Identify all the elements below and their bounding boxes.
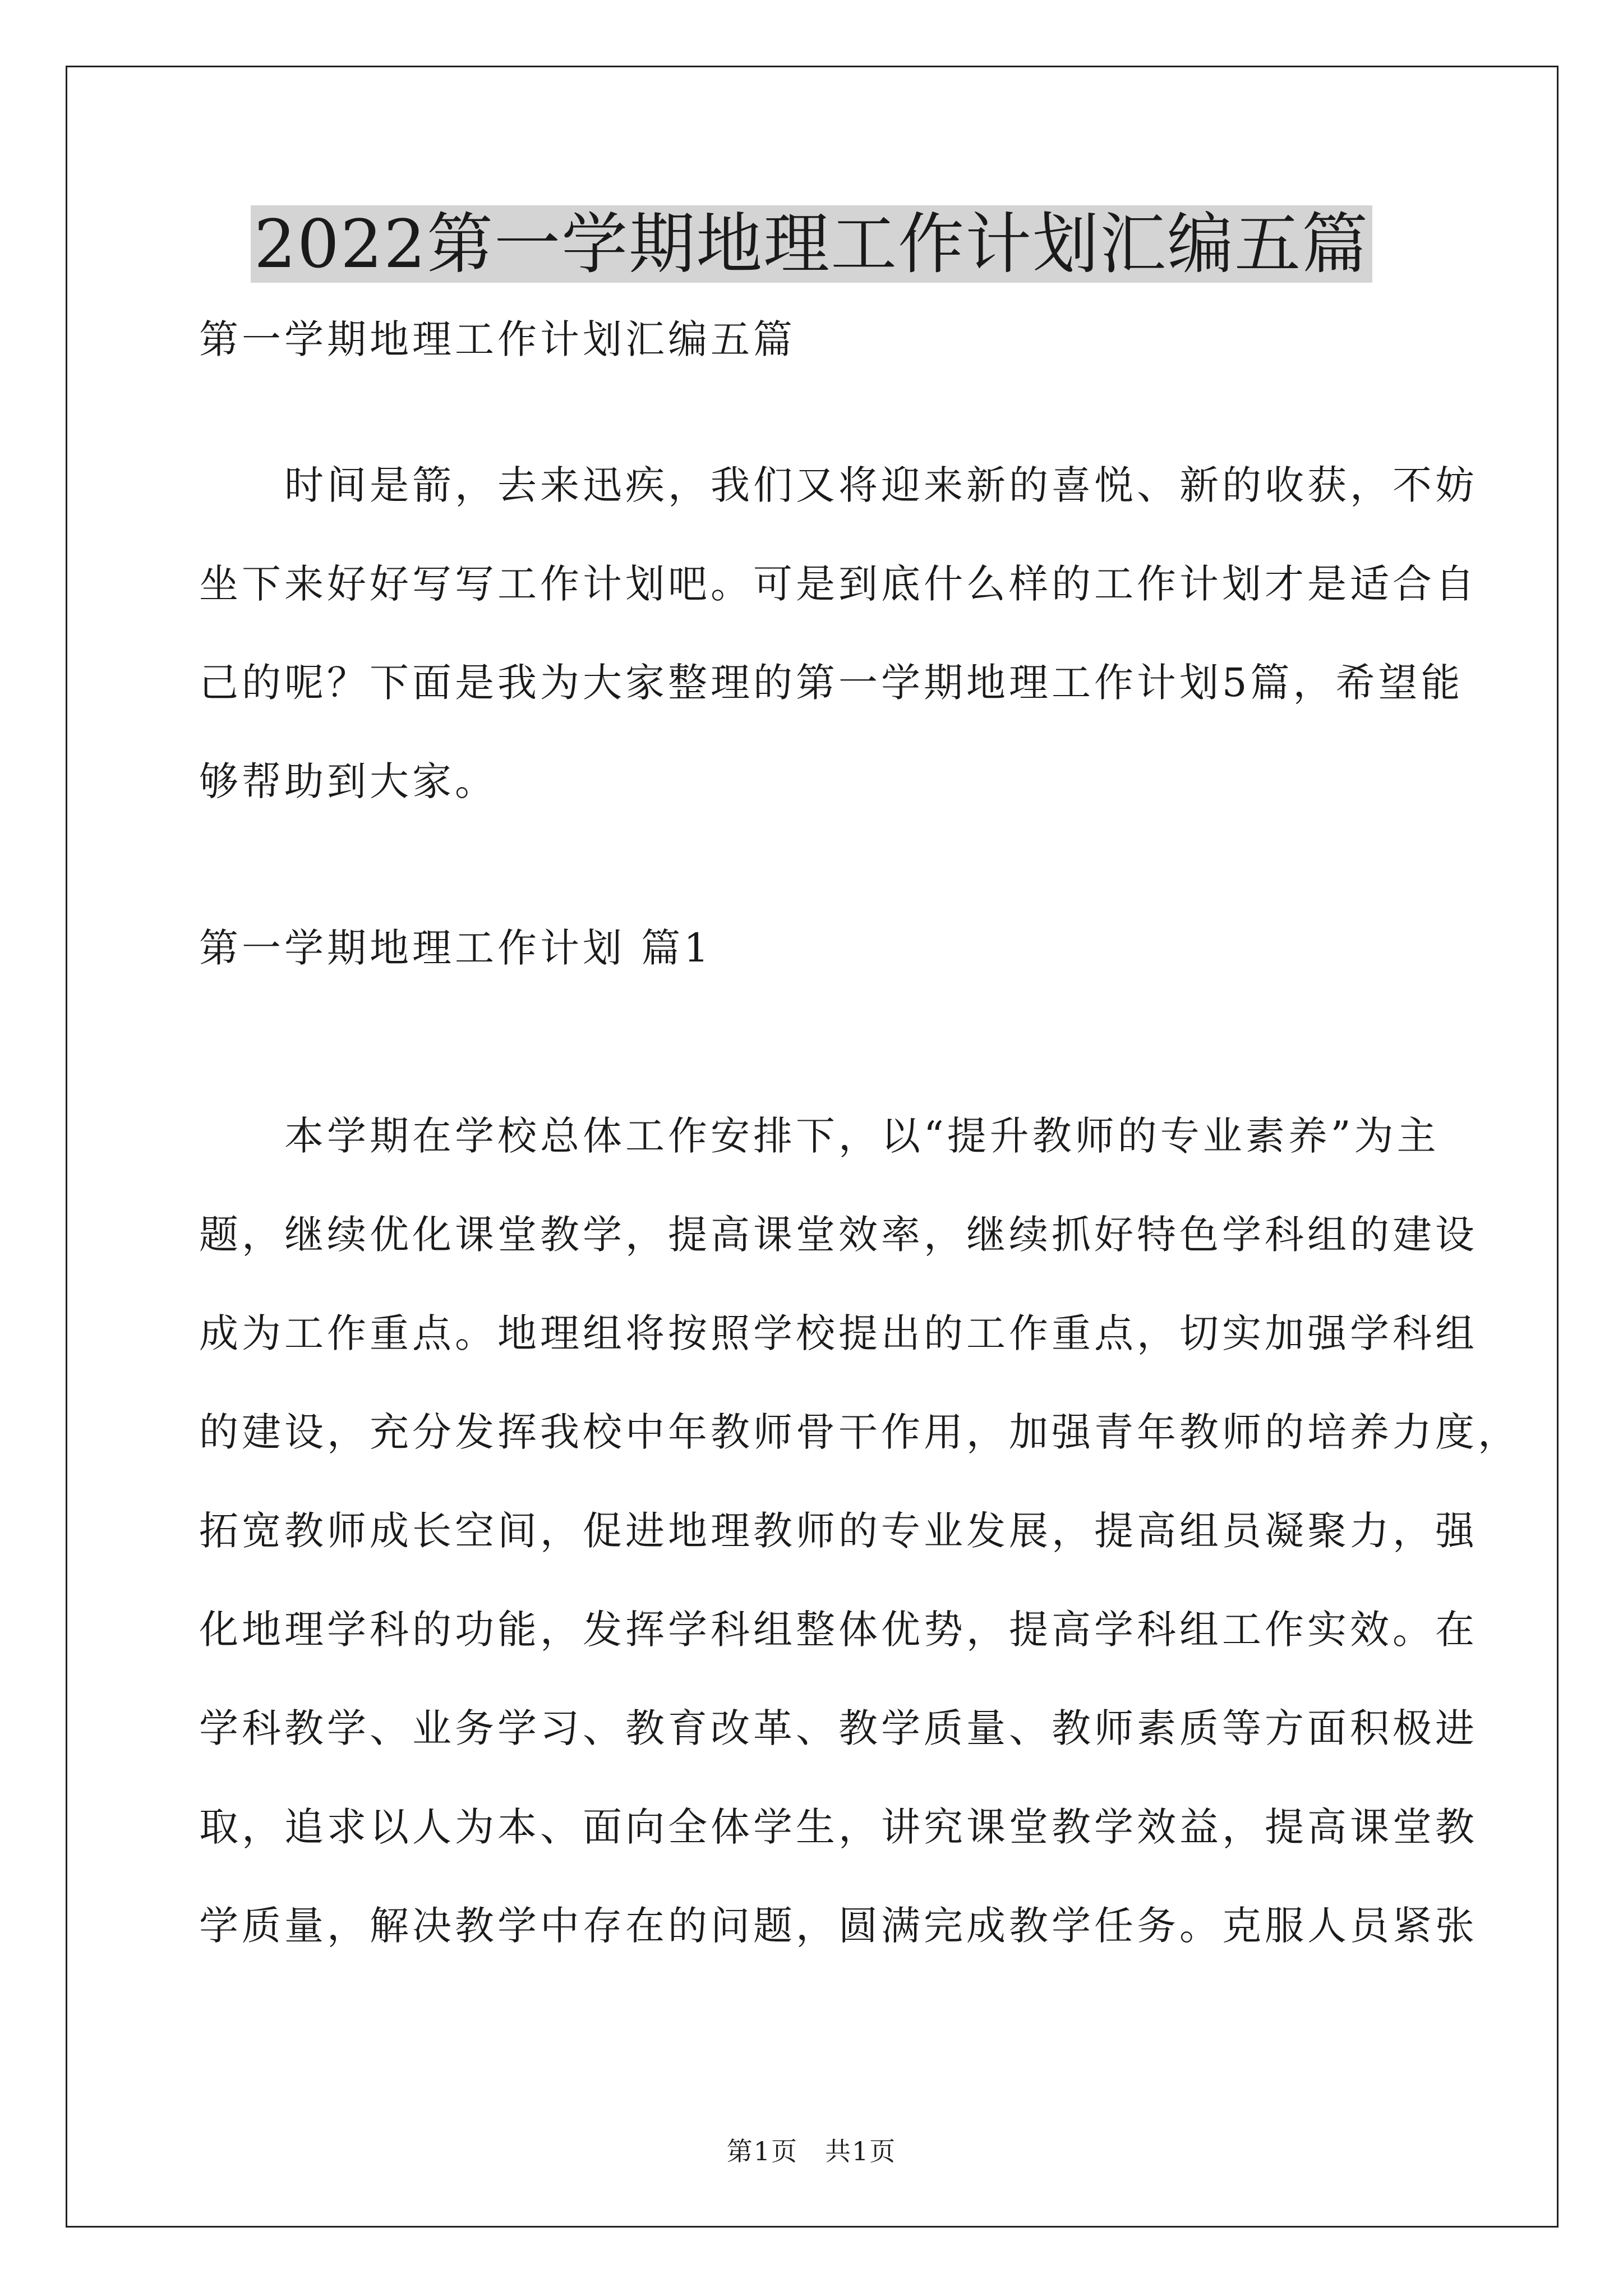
paragraph-line: 己的呢？下面是我为大家整理的第一学期地理工作计划5篇，希望能 <box>199 660 1464 706</box>
paragraph-line: 题，继续优化课堂教学，提高课堂效率，继续抓好特色学科组的建设 <box>199 1212 1478 1258</box>
page-footer: 第1页 共1页 <box>726 2136 897 2166</box>
document-title-text: 2022第一学期地理工作计划汇编五篇 <box>251 205 1372 283</box>
intro-paragraph <box>199 457 1478 852</box>
paragraph-line: 学科教学、业务学习、教育改革、教学质量、教师素质等方面积极进 <box>199 1705 1478 1751</box>
paragraph-line: 时间是箭，去来迅疾，我们又将迎来新的喜悦、新的收获，不妨 <box>199 462 1478 508</box>
paragraph-line: 坐下来好好写写工作计划吧。可是到底什么样的工作计划才是适合自 <box>199 561 1478 607</box>
section-paragraph <box>199 1108 1520 1996</box>
paragraph-line: 拓宽教师成长空间，促进地理教师的专业发展，提高组员凝聚力，强 <box>199 1508 1478 1554</box>
paragraph-line: 够帮助到大家。 <box>199 758 497 804</box>
document-subtitle: 第一学期地理工作计划汇编五篇 <box>199 316 796 362</box>
section-heading: 第一学期地理工作计划 篇1 <box>199 925 712 971</box>
paragraph-line: 本学期在学校总体工作安排下，以“提升教师的专业素养”为主 <box>199 1113 1440 1159</box>
paragraph-line: 成为工作重点。地理组将按照学校提出的工作重点，切实加强学科组 <box>199 1310 1478 1356</box>
paragraph-line: 化地理学科的功能，发挥学科组整体优势，提高学科组工作实效。在 <box>199 1607 1478 1653</box>
document-title <box>0 202 1623 286</box>
paragraph-line: 学质量，解决教学中存在的问题，圆满完成教学任务。克服人员紧张 <box>199 1903 1478 1949</box>
paragraph-line: 的建设，充分发挥我校中年教师骨干作用，加强青年教师的培养力度， <box>199 1409 1520 1455</box>
paragraph-line: 取，追求以人为本、面向全体学生，讲究课堂教学效益，提高课堂教 <box>199 1804 1478 1850</box>
